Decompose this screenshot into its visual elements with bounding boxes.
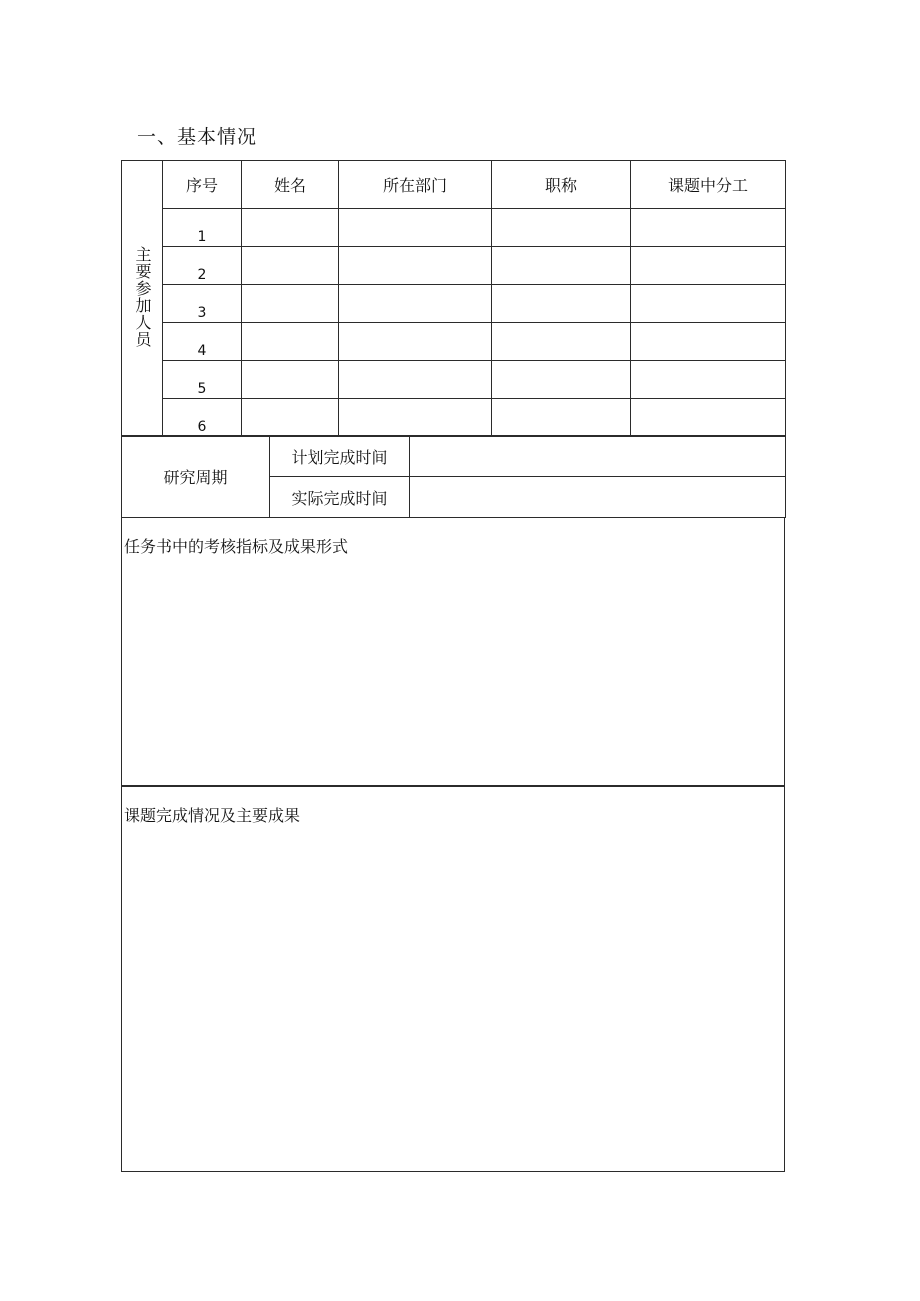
department-cell[interactable] xyxy=(339,247,492,285)
title-cell[interactable] xyxy=(492,285,631,323)
results-table xyxy=(121,785,785,1172)
department-cell[interactable] xyxy=(339,323,492,361)
seq-cell: 6 xyxy=(163,399,242,437)
header-department: 所在部门 xyxy=(339,161,492,209)
department-cell[interactable] xyxy=(339,285,492,323)
seq-cell: 3 xyxy=(163,285,242,323)
title-cell[interactable] xyxy=(492,247,631,285)
name-cell[interactable] xyxy=(242,399,339,437)
assessment-table xyxy=(121,517,785,787)
table-row xyxy=(122,285,786,323)
role-cell[interactable] xyxy=(631,323,786,361)
name-cell[interactable] xyxy=(242,323,339,361)
results-label: 课题完成情况及主要成果 xyxy=(124,806,301,825)
name-cell[interactable] xyxy=(242,361,339,399)
personnel-group-label-cell xyxy=(122,161,163,437)
research-period-label: 研究周期 xyxy=(122,436,270,518)
personnel-group-label: 主要参加人员 xyxy=(133,245,152,348)
personnel-table xyxy=(121,160,786,437)
name-cell[interactable] xyxy=(242,247,339,285)
table-row xyxy=(122,399,786,437)
actual-completion-label: 实际完成时间 xyxy=(270,477,410,518)
planned-completion-field[interactable] xyxy=(410,436,786,477)
header-seq: 序号 xyxy=(163,161,242,209)
table-row xyxy=(122,247,786,285)
header-role: 课题中分工 xyxy=(631,161,786,209)
title-cell[interactable] xyxy=(492,399,631,437)
seq-cell: 2 xyxy=(163,247,242,285)
department-cell[interactable] xyxy=(339,399,492,437)
table-row xyxy=(122,361,786,399)
seq-cell: 4 xyxy=(163,323,242,361)
name-cell[interactable] xyxy=(242,209,339,247)
assessment-field[interactable] xyxy=(122,518,785,787)
seq-cell: 1 xyxy=(163,209,242,247)
header-title: 职称 xyxy=(492,161,631,209)
title-cell[interactable] xyxy=(492,323,631,361)
actual-completion-field[interactable] xyxy=(410,477,786,518)
section-title: 一、基本情况 xyxy=(137,126,258,148)
title-cell[interactable] xyxy=(492,361,631,399)
role-cell[interactable] xyxy=(631,247,786,285)
research-period-table xyxy=(121,435,786,518)
department-cell[interactable] xyxy=(339,209,492,247)
role-cell[interactable] xyxy=(631,209,786,247)
seq-cell: 5 xyxy=(163,361,242,399)
header-name: 姓名 xyxy=(242,161,339,209)
name-cell[interactable] xyxy=(242,285,339,323)
results-field[interactable] xyxy=(122,786,785,1172)
title-cell[interactable] xyxy=(492,209,631,247)
role-cell[interactable] xyxy=(631,285,786,323)
planned-completion-label: 计划完成时间 xyxy=(270,436,410,477)
role-cell[interactable] xyxy=(631,361,786,399)
role-cell[interactable] xyxy=(631,399,786,437)
department-cell[interactable] xyxy=(339,361,492,399)
table-row xyxy=(122,209,786,247)
table-row xyxy=(122,323,786,361)
assessment-label: 任务书中的考核指标及成果形式 xyxy=(124,537,349,556)
